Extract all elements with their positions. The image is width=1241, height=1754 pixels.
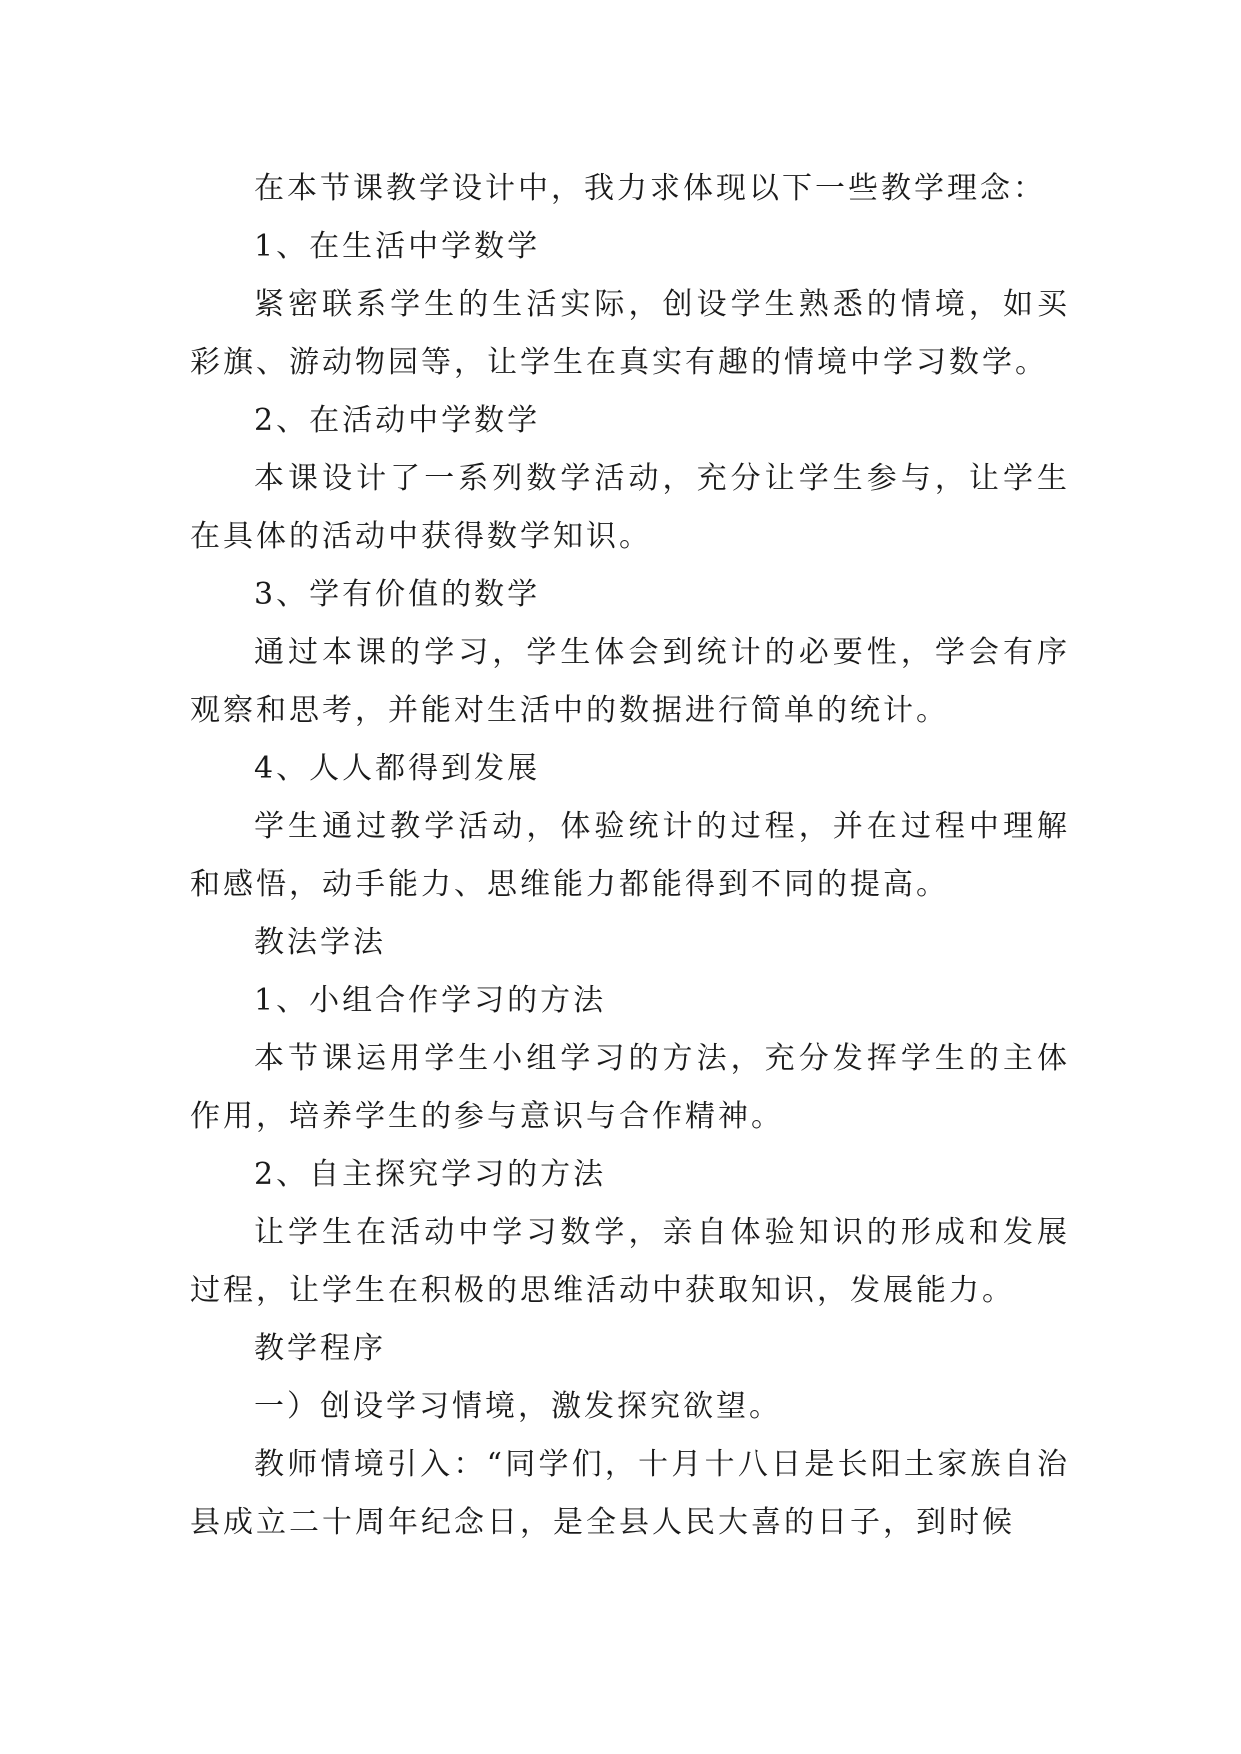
document-body — [190, 160, 1070, 1552]
paragraph-teacher-introduction: 教师情境引入：“同学们，十月十八日是长阳土家族自治县成立二十周年纪念日，是全县人民大喜的日子，到时候 — [190, 1447, 1070, 1540]
heading-self-inquiry: 2、自主探究学习的方法 — [254, 1157, 607, 1192]
heading-create-situation: 一）创设学习情境，激发探究欲望。 — [254, 1389, 782, 1424]
heading-activity-math: 2、在活动中学数学 — [254, 403, 541, 438]
paragraph-self-inquiry: 让学生在活动中学习数学，亲自体验知识的形成和发展过程，让学生在积极的思维活动中获取知识，发展能力。 — [190, 1215, 1070, 1308]
heading-everyone-develops: 4、人人都得到发展 — [254, 751, 541, 786]
paragraph-life-math: 紧密联系学生的生活实际，创设学生熟悉的情境，如买彩旗、游动物园等，让学生在真实有趣的情境中学习数学。 — [190, 287, 1070, 380]
paragraph-valuable-math: 通过本课的学习，学生体会到统计的必要性，学会有序观察和思考，并能对生活中的数据进行简单的统计。 — [190, 635, 1070, 728]
heading-life-math: 1、在生活中学数学 — [254, 229, 541, 264]
heading-teaching-procedure: 教学程序 — [254, 1331, 386, 1366]
heading-valuable-math: 3、学有价值的数学 — [254, 577, 541, 612]
heading-teaching-methods: 教法学法 — [254, 925, 386, 960]
paragraph-intro: 在本节课教学设计中，我力求体现以下一些教学理念： — [254, 171, 1046, 206]
paragraph-everyone-develops: 学生通过教学活动，体验统计的过程，并在过程中理解和感悟，动手能力、思维能力都能得到不同的提高。 — [190, 809, 1070, 902]
paragraph-activity-math: 本课设计了一系列数学活动，充分让学生参与，让学生在具体的活动中获得数学知识。 — [190, 461, 1070, 554]
paragraph-group-learning: 本节课运用学生小组学习的方法，充分发挥学生的主体作用，培养学生的参与意识与合作精神。 — [190, 1041, 1070, 1134]
heading-group-learning: 1、小组合作学习的方法 — [254, 983, 607, 1018]
